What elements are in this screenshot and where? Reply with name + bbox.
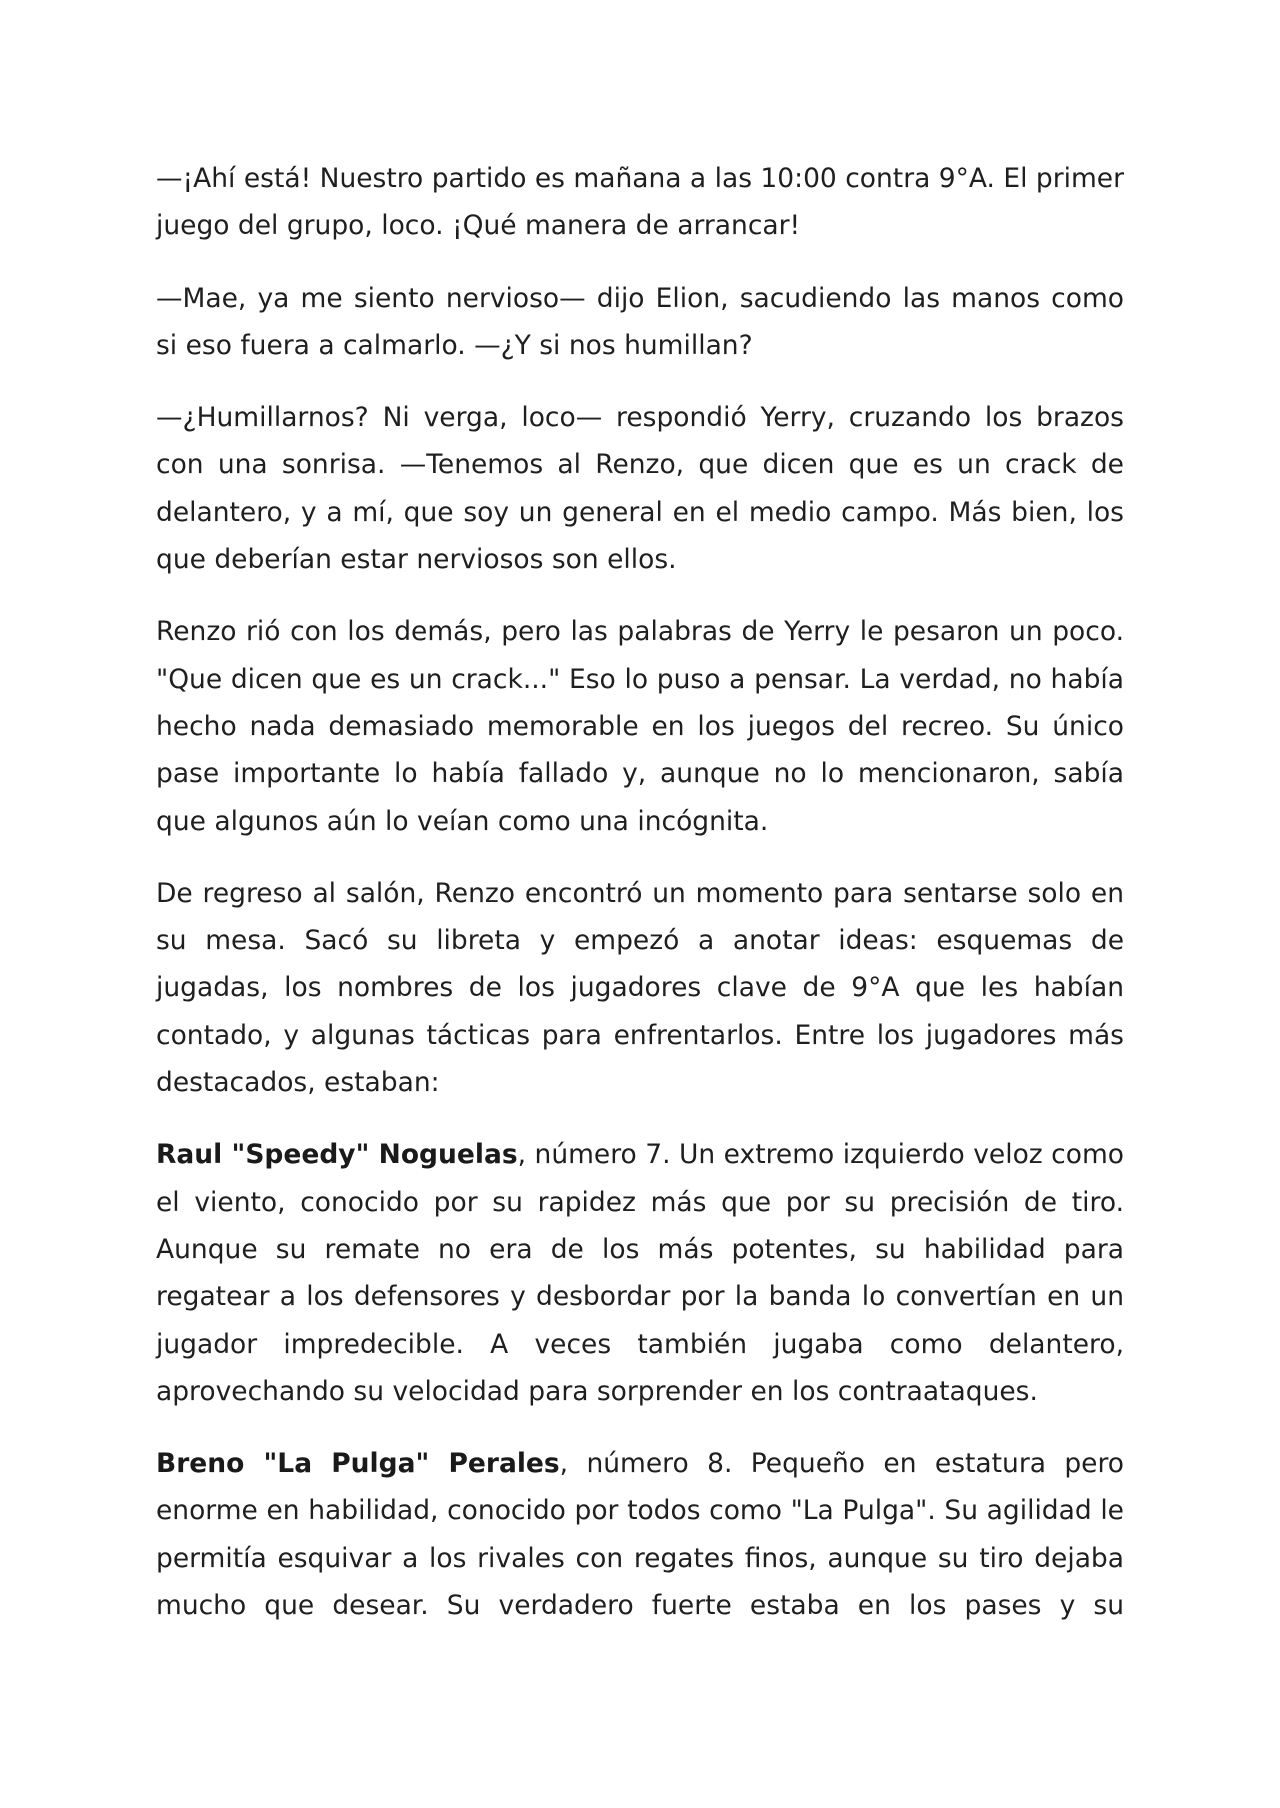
paragraph-3: [156, 394, 1124, 583]
paragraph-text: De regreso al salón, Renzo encontró un momento para sentarse solo en su mesa. Sacó su libreta y empezó a anotar ideas: esquemas de jugadas, los nombres de los jugadores clave de 9°A que les habían contado, y algunas tácticas para enfrentarlos. Entre los jugadores más destacados, estaban:: [156, 877, 1124, 1099]
paragraph-5: [156, 870, 1124, 1106]
paragraph-text: , número 8. Pequeño en estatura pero enorme en habilidad, conocido por todos como "La Pulga". Su agilidad le permitía esquivar a los rivales con regates finos, aunque su tiro dejaba mucho que desear. Su verdadero fuerte estaba en los pases y su: [156, 1448, 1124, 1622]
page-body: [156, 155, 1124, 1629]
player-paragraph-la-pulga: [156, 1440, 1124, 1629]
paragraph-text: —¿Humillarnos? Ni verga, loco— respondió Yerry, cruzando los brazos con una sonrisa. —Tenemos al Renzo, que dicen que es un crack de delantero, y a mí, que soy un general en el medio campo. Más bien, los que deberían estar nerviosos son ellos.: [156, 402, 1124, 576]
paragraph-text: —¡Ahí está! Nuestro partido es mañana a las 10:00 contra 9°A. El primer juego del grupo, loco. ¡Qué manera de arrancar!: [156, 163, 1124, 242]
paragraph-text: , número 7. Un extremo izquierdo veloz como el viento, conocido por su rapidez más que por su precisión de tiro. Aunque su remate no era de los más potentes, su habilidad para regatear a los defensores y desbordar por la banda lo convertían en un jugador impredecible. A veces también jugaba como delantero, aprovechando su velocidad para sorprender en los contraataques.: [156, 1139, 1124, 1407]
player-paragraph-speedy: [156, 1131, 1124, 1415]
paragraph-4: [156, 608, 1124, 844]
paragraph-2: [156, 275, 1124, 370]
paragraph-text: —Mae, ya me siento nervioso— dijo Elion, sacudiendo las manos como si eso fuera a calmarlo. —¿Y si nos humillan?: [156, 282, 1124, 361]
paragraph-text: Renzo rió con los demás, pero las palabras de Yerry le pesaron un poco. "Que dicen que es un crack..." Eso lo puso a pensar. La verdad, no había hecho nada demasiado memorable en los juegos del recreo. Su único pase importante lo había fallado y, aunque no lo mencionaron, sabía que algunos aún lo veían como una incógnita.: [156, 616, 1124, 837]
paragraph-1: [156, 155, 1124, 250]
player-name: Breno "La Pulga" Perales: [156, 1448, 560, 1480]
player-name: Raul "Speedy" Noguelas: [156, 1139, 518, 1171]
